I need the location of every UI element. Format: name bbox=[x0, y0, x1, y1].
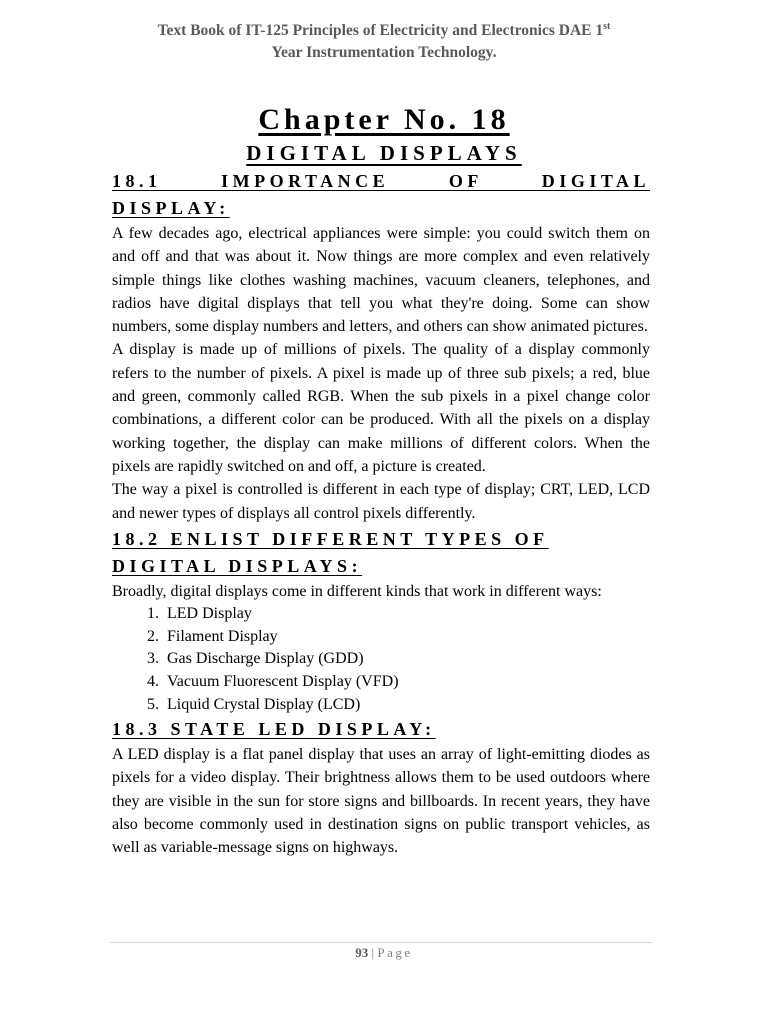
list-item: 1. LED Display bbox=[163, 603, 650, 626]
section-18-1 bbox=[112, 168, 650, 525]
chapter-subtitle: DIGITAL DISPLAYS bbox=[246, 141, 522, 165]
paragraph: The way a pixel is controlled is different in each type of display; CRT, LED, LCD and newer types of displays all control pixels differently. bbox=[112, 481, 650, 522]
section-18-2 bbox=[112, 526, 650, 716]
section-18-3 bbox=[112, 716, 650, 859]
list-item: 2. Filament Display bbox=[163, 626, 650, 649]
list-item: 5. Liquid Crystal Display (LCD) bbox=[163, 694, 650, 717]
paragraph: Broadly, digital displays come in different kinds that work in different ways: bbox=[112, 582, 602, 600]
header-line-2: Year Instrumentation Technology. bbox=[271, 44, 497, 61]
list-item: 3. Gas Discharge Display (GDD) bbox=[163, 648, 650, 671]
header-superscript: st bbox=[603, 20, 611, 32]
section-heading-18-1-line-1: 18.1 IMPORTANCE OF DIGITAL bbox=[112, 171, 650, 191]
paragraph: A few decades ago, electrical appliances were simple: you could switch them on and off and that was about it. Now things are more complex and even relatively simple things like clothes washing machines, vacuum cleaners, telephones, and radios have digital displays that tell you what they're doing. Some can show numbers, some display numbers and letters, and others can show animated pictures. bbox=[112, 225, 650, 336]
page-footer bbox=[0, 944, 768, 962]
display-types-list bbox=[112, 603, 650, 716]
list-item: 4. Vacuum Fluorescent Display (VFD) bbox=[163, 671, 650, 694]
page-label: Page bbox=[377, 945, 413, 960]
section-heading-18-3: 18.3 STATE LED DISPLAY: bbox=[112, 719, 436, 740]
paragraph: A display is made up of millions of pixels. The quality of a display commonly refers to the number of pixels. A pixel is made up of three sub pixels; a red, blue and green, commonly called RGB. When the sub pixels in a pixel change color combinations, a different color can be produced. With all the pixels on a display working together, the display can make millions of different colors. When the pixels are rapidly switched on and off, a picture is created. bbox=[112, 341, 650, 475]
paragraph: A LED display is a flat panel display that uses an array of light-emitting diodes as pixels for a video display. Their brightness allows them to be used outdoors where they are visible in the sun for store signs and billboards. In recent years, they have also become commonly used in destination signs on public transport vehicles, as well as variable-message signs on highways. bbox=[112, 746, 650, 857]
header-line-1: Text Book of IT-125 Principles of Electricity and Electronics DAE 1st bbox=[157, 20, 611, 39]
footer-separator: | bbox=[368, 945, 378, 960]
section-heading-18-2-line-2: DIGITAL DISPLAYS: bbox=[112, 555, 363, 576]
chapter-title: Chapter No. 18 bbox=[258, 103, 510, 136]
section-heading-18-2-line-1: 18.2 ENLIST DIFFERENT TYPES OF bbox=[112, 528, 549, 549]
page-body bbox=[112, 168, 650, 860]
running-header bbox=[0, 20, 768, 64]
page-number: 93 bbox=[355, 945, 369, 960]
footer-divider bbox=[110, 942, 652, 943]
section-heading-18-1-line-2: DISPLAY: bbox=[112, 198, 230, 218]
